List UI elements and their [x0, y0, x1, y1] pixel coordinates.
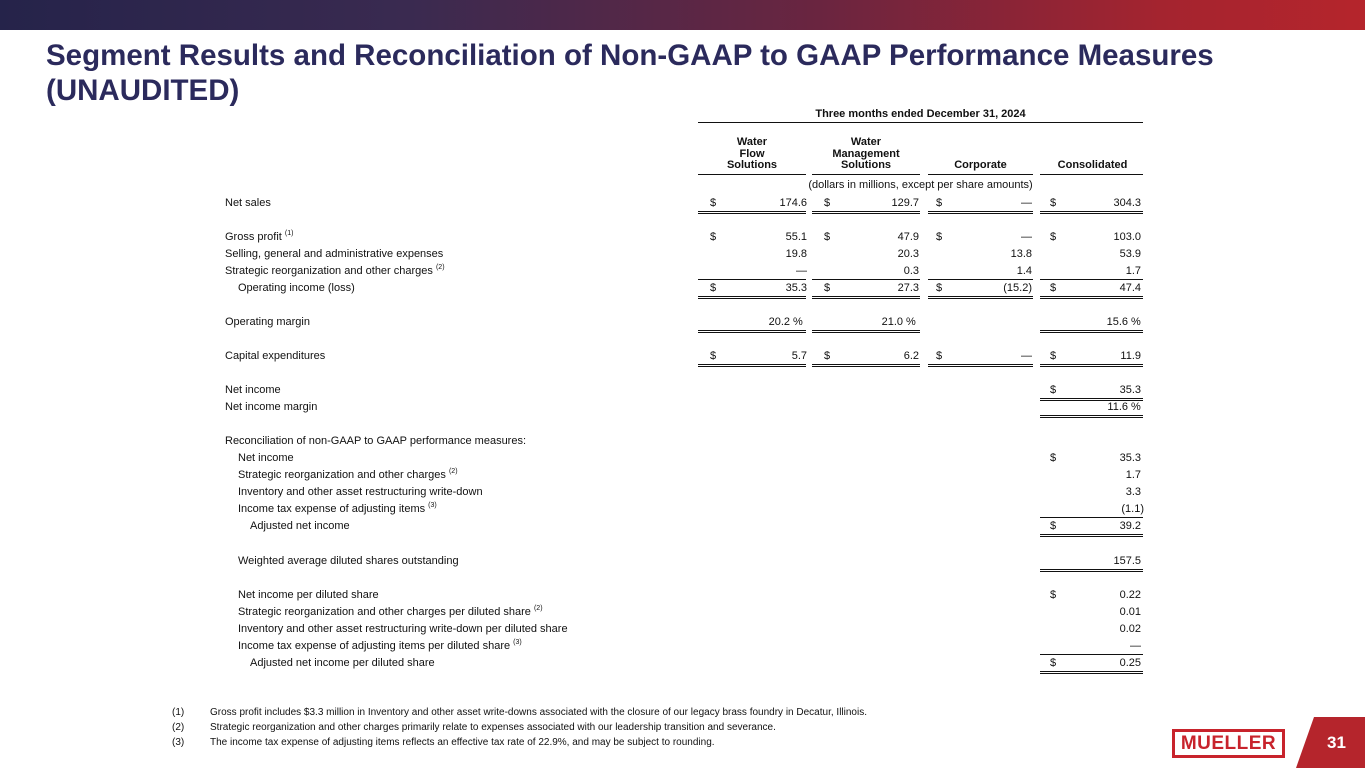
value: 47.9 [897, 231, 919, 243]
footnote-2 [172, 720, 867, 735]
label-text: Strategic reorganization and other charges [225, 265, 433, 277]
col-underline-corp [928, 174, 1033, 175]
value: — [796, 265, 807, 277]
capex-double-underline [812, 364, 920, 367]
row-label-net-income: Net income [225, 384, 281, 396]
value: 11.6 [1107, 401, 1128, 413]
net-sales-corp [936, 195, 1032, 212]
label-text: Income tax expense of adjusting items [238, 503, 426, 515]
label-text: Gross profit [225, 231, 282, 243]
row-label-r-tax [238, 501, 437, 518]
value: 5.7 [791, 350, 807, 362]
row-label-r-adj-eps: Adjusted net income per diluted share [250, 657, 435, 669]
value: — [1130, 640, 1141, 652]
footnote-text: The income tax expense of adjusting items reflects an effective tax rate of 22.9%, and may be subject to rounding. [210, 737, 715, 749]
r-adj-ni-double-underline [1040, 534, 1143, 537]
value: 0.3 [903, 265, 919, 277]
dollar-sign: $ [824, 350, 831, 362]
dollar-sign: $ [824, 282, 831, 294]
r-adj-eps-cons [1050, 655, 1141, 672]
net-income-cons [1050, 382, 1141, 399]
row-label-r-reorg [238, 467, 458, 484]
r-net-income-cons [1050, 450, 1141, 467]
value: 103.0 [1113, 231, 1141, 243]
value: 157.5 [1113, 555, 1141, 567]
reorg-wfs [710, 263, 807, 280]
col-wfs-line1: Water [736, 136, 768, 148]
footnote-text: Strategic reorganization and other charges primarily relate to expenses associated with our leadership transition and severance. [210, 722, 776, 734]
net-sales-double-underline [698, 211, 806, 214]
ni-margin-cons [1050, 399, 1128, 416]
footnote-ref: (3) [513, 639, 522, 646]
value: — [1021, 197, 1032, 209]
col-wms-line2: Management [832, 147, 900, 160]
value: 47.4 [1119, 282, 1141, 294]
row-label-r-net-income: Net income [238, 452, 294, 464]
r-tax-cons [1050, 501, 1144, 518]
capex-wms [824, 348, 919, 365]
r-inv-ps-cons [1050, 621, 1141, 638]
op-income-double-underline [698, 296, 806, 299]
value: 27.3 [897, 282, 919, 294]
mueller-logo [1172, 729, 1285, 758]
title-line-2: (UNAUDITED) [46, 74, 240, 107]
col-wfs-line2: Flow [739, 147, 765, 160]
capex-corp [936, 348, 1032, 365]
logo-text: MUELLER [1180, 732, 1277, 754]
value: 35.3 [1119, 452, 1141, 464]
value: 3.3 [1125, 486, 1141, 498]
op-income-corp [936, 280, 1032, 297]
footnote-number: (1) [172, 707, 185, 718]
dollar-sign: $ [710, 350, 717, 362]
footnote-text: Gross profit includes $3.3 million in Inventory and other asset write-downs associated with the closure of our legacy brass foundry in Decatur, Illinois. [210, 707, 867, 718]
dollar-sign: $ [936, 197, 943, 209]
op-income-double-underline [928, 296, 1033, 299]
page-number: 31 [1327, 733, 1346, 752]
col-underline-wfs [698, 174, 806, 175]
row-label-r-eps: Net income per diluted share [238, 589, 379, 601]
dollar-sign: $ [1050, 231, 1057, 243]
dollar-sign: $ [936, 231, 943, 243]
net-sales-double-underline [812, 211, 920, 214]
net-sales-double-underline [1040, 211, 1143, 214]
value: 20.2 [768, 316, 790, 328]
op-margin-wfs [710, 314, 790, 331]
dollar-sign: $ [710, 282, 717, 294]
r-shares-cons [1050, 553, 1141, 570]
row-label-r-adjusted-net-income: Adjusted net income [250, 520, 350, 532]
period-header: Three months ended December 31, 2024 [815, 108, 1026, 120]
value: 1.4 [1016, 265, 1032, 277]
units-note: (dollars in millions, except per share amounts) [808, 179, 1033, 191]
period-underline [698, 122, 1143, 123]
dollar-sign: $ [1050, 589, 1057, 601]
op-income-cons [1050, 280, 1141, 297]
row-label-r-shares: Weighted average diluted shares outstanding [238, 555, 459, 567]
dollar-sign: $ [710, 197, 717, 209]
percent-sign: % [1131, 401, 1141, 413]
op-income-wms [824, 280, 919, 297]
gross-profit-cons [1050, 229, 1141, 246]
dollar-sign: $ [1050, 282, 1057, 294]
net-sales-double-underline [928, 211, 1033, 214]
sga-wms [824, 246, 919, 263]
footnote-3 [172, 735, 867, 750]
row-label-r-tax-ps [238, 638, 522, 655]
percent-sign: % [1131, 316, 1141, 328]
ni-margin-double-underline [1040, 415, 1143, 418]
footnote-1 [172, 705, 867, 720]
row-label-net-sales: Net sales [225, 197, 271, 209]
capex-cons [1050, 348, 1141, 365]
value: 11.9 [1120, 350, 1141, 362]
net-sales-cons [1050, 195, 1141, 212]
capex-double-underline [928, 364, 1033, 367]
percent-sign: % [906, 316, 916, 328]
value: 0.02 [1119, 623, 1141, 635]
net-sales-wms [824, 195, 919, 212]
value: 13.8 [1010, 248, 1032, 260]
row-label-operating-income: Operating income (loss) [238, 282, 355, 294]
dollar-sign: $ [824, 231, 831, 243]
value: 20.3 [897, 248, 919, 260]
col-header-water-management-solutions [812, 137, 920, 172]
value: 15.6 [1106, 316, 1128, 328]
op-margin-double-underline [1040, 330, 1143, 333]
reorg-wms [824, 263, 919, 280]
row-label-net-income-margin: Net income margin [225, 401, 318, 413]
dollar-sign: $ [1050, 657, 1057, 669]
row-label-sga: Selling, general and administrative expenses [225, 248, 444, 260]
value: 1.7 [1125, 469, 1141, 481]
label-text: Income tax expense of adjusting items per diluted share [238, 640, 511, 652]
col-underline-cons [1040, 174, 1143, 175]
percent-sign: % [793, 316, 803, 328]
footnote-number: (3) [172, 737, 185, 749]
dollar-sign: $ [936, 350, 943, 362]
r-adj-ni-cons [1050, 518, 1141, 535]
op-margin-wms [824, 314, 903, 331]
page-title [46, 38, 1336, 108]
row-label-r-inventory: Inventory and other asset restructuring write-down [238, 486, 483, 498]
value: 35.3 [785, 282, 807, 294]
row-label-operating-margin: Operating margin [225, 316, 310, 328]
value: 0.25 [1119, 657, 1141, 669]
dollar-sign: $ [1050, 520, 1057, 532]
value: 129.7 [891, 197, 919, 209]
row-label-r-reorg-ps [238, 604, 543, 621]
col-underline-wms [812, 174, 920, 175]
value: 6.2 [903, 350, 919, 362]
op-income-double-underline [812, 296, 920, 299]
sga-cons [1050, 246, 1141, 263]
r-reorg-ps-cons [1050, 604, 1141, 621]
dollar-sign: $ [710, 231, 717, 243]
row-label-reconciliation: Reconciliation of non-GAAP to GAAP performance measures: [225, 435, 527, 447]
gross-profit-wms [824, 229, 919, 246]
row-label-capex: Capital expenditures [225, 350, 326, 362]
value: (15.2) [1003, 282, 1032, 294]
value: 19.8 [785, 248, 807, 260]
footnote-ref: (2) [435, 264, 445, 271]
value: 0.22 [1119, 589, 1141, 601]
col-header-corporate: Corporate [954, 159, 1007, 171]
op-margin-double-underline [698, 330, 806, 333]
sga-corp [936, 246, 1032, 263]
gross-profit-corp [936, 229, 1032, 246]
row-label-r-inv-ps: Inventory and other asset restructuring write-down per diluted share [238, 623, 568, 635]
dollar-sign: $ [936, 282, 943, 294]
op-income-double-underline [1040, 296, 1143, 299]
sga-wfs [710, 246, 807, 263]
op-margin-cons [1050, 314, 1128, 331]
value: — [1021, 350, 1032, 362]
footnotes [172, 705, 867, 751]
dollar-sign: $ [1050, 350, 1057, 362]
dollar-sign: $ [1050, 452, 1057, 464]
col-header-water-flow-solutions [698, 137, 806, 172]
value: — [1021, 231, 1032, 243]
r-eps-cons [1050, 587, 1141, 604]
op-income-wfs [710, 280, 807, 297]
reorg-corp [936, 263, 1032, 280]
footnote-ref: (2) [448, 468, 458, 475]
value: 174.6 [779, 197, 807, 209]
r-shares-double-underline [1040, 569, 1143, 572]
capex-double-underline [698, 364, 806, 367]
value: 55.1 [785, 231, 807, 243]
capex-wfs [710, 348, 807, 365]
col-wfs-line3: Solutions [726, 159, 778, 171]
r-tax-ps-cons [1050, 638, 1141, 655]
value: 0.01 [1119, 606, 1141, 618]
reorg-cons [1050, 263, 1141, 280]
col-header-consolidated: Consolidated [1057, 159, 1128, 171]
value: 35.3 [1119, 384, 1141, 396]
top-gradient-bar [0, 0, 1365, 30]
label-text: Strategic reorganization and other charges per diluted share [238, 606, 531, 618]
row-label-reorg [225, 263, 445, 280]
r-reorg-cons [1050, 467, 1141, 484]
footnote-ref: (2) [533, 605, 543, 612]
dollar-sign: $ [824, 197, 831, 209]
value: 1.7 [1125, 265, 1141, 277]
footnote-number: (2) [172, 722, 185, 734]
footnote-ref: (1) [284, 230, 294, 237]
col-wms-line3: Solutions [840, 159, 892, 171]
value: 39.2 [1119, 520, 1141, 532]
dollar-sign: $ [1050, 384, 1057, 396]
dollar-sign: $ [1050, 197, 1057, 209]
capex-double-underline [1040, 364, 1143, 367]
gross-profit-wfs [710, 229, 807, 246]
net-sales-wfs [710, 195, 807, 212]
title-line-1: Segment Results and Reconciliation of Non-GAAP to GAAP Performance Measures [46, 39, 1214, 72]
value: 21.0 [881, 316, 903, 328]
row-label-gross-profit [225, 229, 293, 246]
op-margin-double-underline [812, 330, 920, 333]
r-adj-eps-double-underline [1040, 671, 1143, 674]
r-inventory-cons [1050, 484, 1141, 501]
value: 53.9 [1119, 248, 1141, 260]
col-wms-line1: Water [850, 136, 882, 148]
footnote-ref: (3) [428, 502, 437, 509]
value: 304.3 [1113, 197, 1141, 209]
label-text: Strategic reorganization and other charges [238, 469, 446, 481]
value: (1.1) [1121, 503, 1144, 515]
